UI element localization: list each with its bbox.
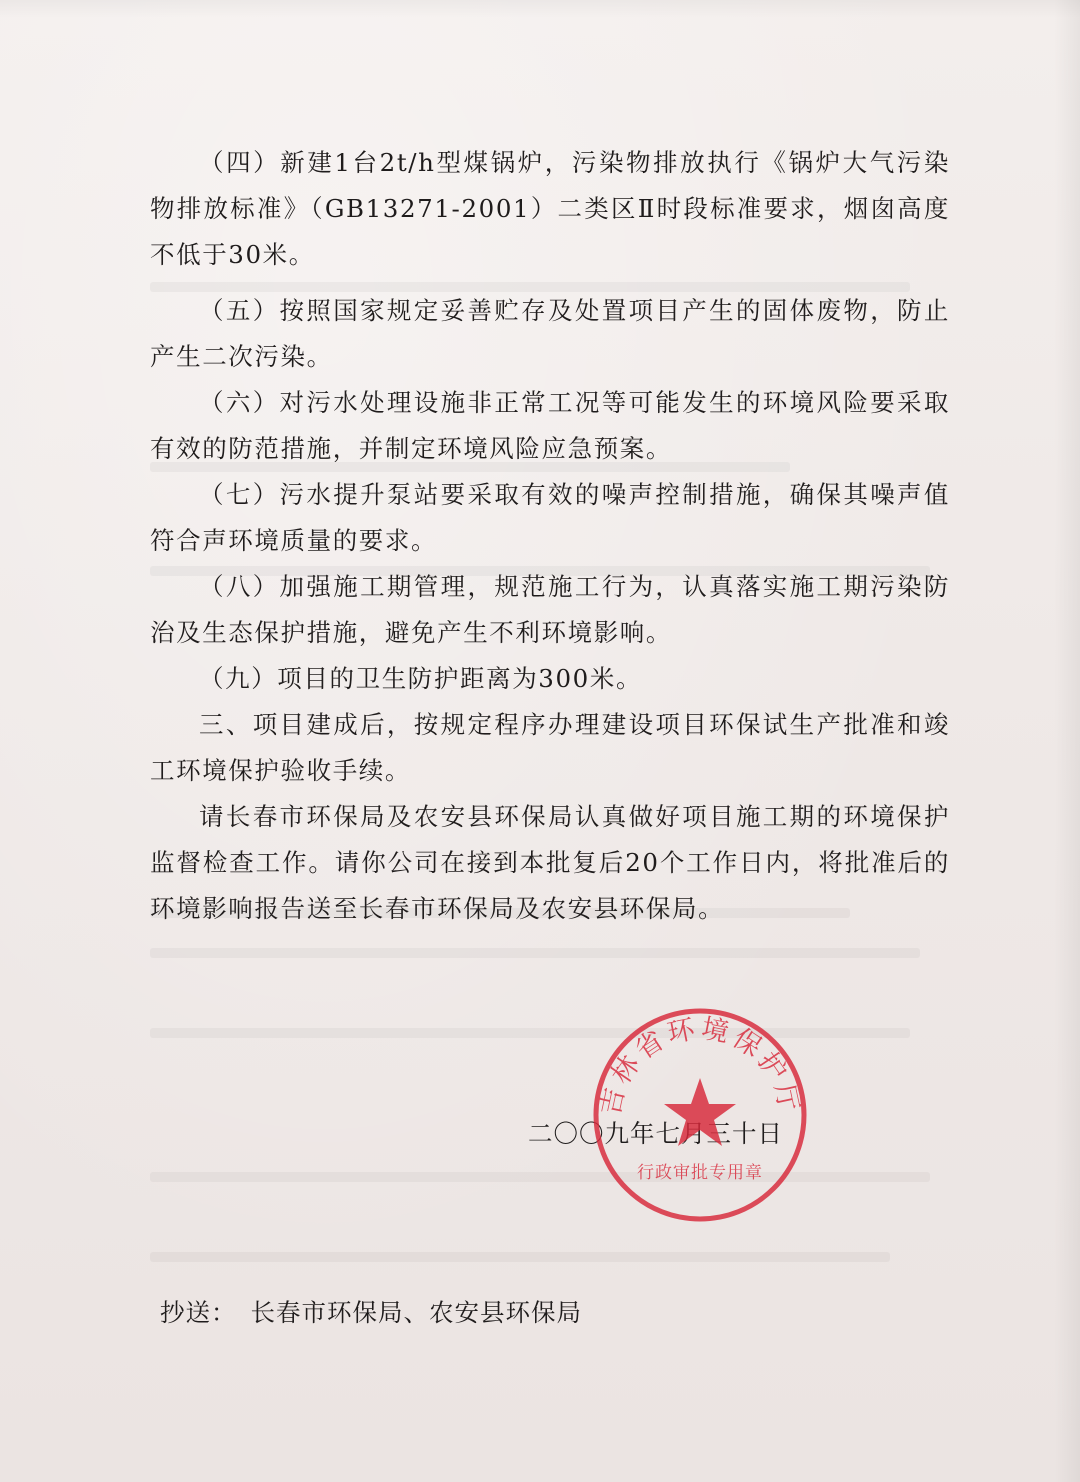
scan-edge-shadow — [1054, 0, 1080, 1482]
body-text — [150, 140, 950, 932]
paragraph-item-6: （六）对污水处理设施非正常工况等可能发生的环境风险要采取有效的防范措施，并制定环境风险应急预案。 — [150, 388, 950, 463]
bleed-through-line — [150, 1252, 890, 1262]
paragraph-item-8: （八）加强施工期管理，规范施工行为，认真落实施工期污染防治及生态保护措施，避免产生不利环境影响。 — [150, 572, 950, 647]
carbon-copy-line — [160, 1295, 582, 1331]
seal-outer-text: 吉林省环境保护厅 — [595, 1013, 805, 1119]
paragraph-section-3: 三、项目建成后，按规定程序办理建设项目环保试生产批准和竣工环境保护验收手续。 — [150, 710, 950, 785]
scan-top-shadow — [0, 0, 1080, 18]
carbon-copy-label: 抄送： — [160, 1298, 237, 1327]
seal-inner-text: 行政审批专用章 — [637, 1163, 763, 1183]
paragraph-item-9: （九）项目的卫生防护距离为300米。 — [199, 664, 643, 693]
bleed-through-line — [150, 948, 920, 958]
star-icon — [664, 1078, 736, 1146]
paragraph-item-4: （四）新建1台2t/h型煤锅炉，污染物排放执行《锅炉大气污染物排放标准》（GB13271-2001）二类区Ⅱ时段标准要求，烟囱高度不低于30米。 — [150, 148, 950, 269]
document-date: 二〇〇九年七月三十日 — [528, 1119, 783, 1148]
carbon-copy-recipients: 长春市环保局、农安县环保局 — [250, 1298, 582, 1327]
official-seal — [585, 1000, 815, 1230]
paragraph-request: 请长春市环保局及农安县环保局认真做好项目施工期的环境保护监督检查工作。请你公司在接到本批复后20个工作日内，将批准后的环境影响报告送至长春市环保局及农安县环保局。 — [150, 802, 950, 923]
paragraph-item-5: （五）按照国家规定妥善贮存及处置项目产生的固体废物，防止产生二次污染。 — [150, 296, 950, 371]
paragraph-item-7: （七）污水提升泵站要采取有效的噪声控制措施，确保其噪声值符合声环境质量的要求。 — [150, 480, 950, 555]
seal-graphic — [585, 1000, 815, 1230]
